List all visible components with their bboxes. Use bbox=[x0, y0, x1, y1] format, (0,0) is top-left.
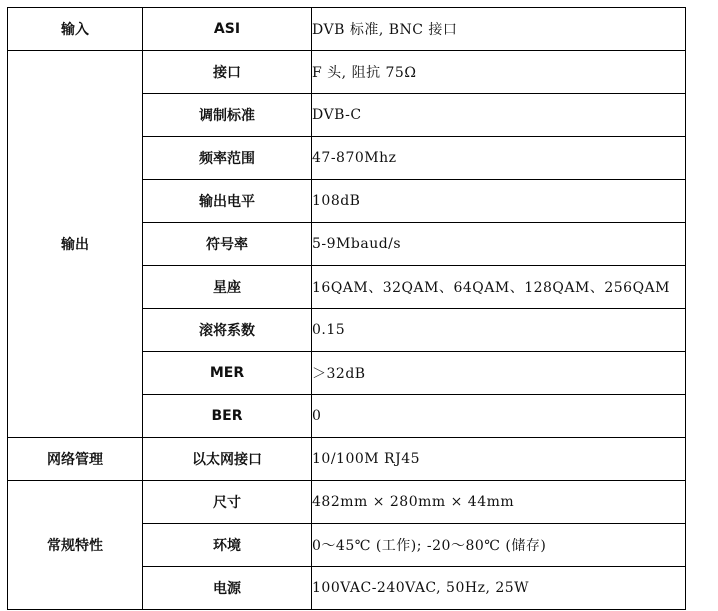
value-cell: 108dB bbox=[312, 180, 686, 223]
value-cell: 0～45℃ (工作); -20～80℃ (储存) bbox=[312, 524, 686, 567]
value-cell: 5-9Mbaud/s bbox=[312, 223, 686, 266]
value-cell: 482mm × 280mm × 44mm bbox=[312, 481, 686, 524]
value-cell: DVB-C bbox=[312, 94, 686, 137]
table-row bbox=[8, 481, 686, 524]
param-cell: 以太网接口 bbox=[143, 438, 312, 481]
param-cell: BER bbox=[143, 395, 312, 438]
param-cell: 环境 bbox=[143, 524, 312, 567]
value-cell: F 头, 阻抗 75Ω bbox=[312, 51, 686, 94]
param-cell: 电源 bbox=[143, 567, 312, 610]
param-cell: ASI bbox=[143, 8, 312, 51]
value-cell: DVB 标准, BNC 接口 bbox=[312, 8, 686, 51]
param-cell: 尺寸 bbox=[143, 481, 312, 524]
param-cell: 滚将系数 bbox=[143, 309, 312, 352]
param-cell: 星座 bbox=[143, 266, 312, 309]
param-cell: 调制标准 bbox=[143, 94, 312, 137]
value-cell: 100VAC-240VAC, 50Hz, 25W bbox=[312, 567, 686, 610]
category-cell: 输出 bbox=[8, 51, 143, 438]
category-cell: 常规特性 bbox=[8, 481, 143, 610]
param-cell: 频率范围 bbox=[143, 137, 312, 180]
table-row bbox=[8, 8, 686, 51]
value-cell: ＞32dB bbox=[312, 352, 686, 395]
value-cell: 47-870Mhz bbox=[312, 137, 686, 180]
spec-table bbox=[7, 7, 686, 610]
value-cell: 0.15 bbox=[312, 309, 686, 352]
param-cell: MER bbox=[143, 352, 312, 395]
param-cell: 接口 bbox=[143, 51, 312, 94]
value-cell: 10/100M RJ45 bbox=[312, 438, 686, 481]
param-cell: 输出电平 bbox=[143, 180, 312, 223]
category-cell: 输入 bbox=[8, 8, 143, 51]
table-row bbox=[8, 438, 686, 481]
table-row bbox=[8, 51, 686, 94]
value-cell: 0 bbox=[312, 395, 686, 438]
value-cell: 16QAM、32QAM、64QAM、128QAM、256QAM bbox=[312, 266, 686, 309]
category-cell: 网络管理 bbox=[8, 438, 143, 481]
param-cell: 符号率 bbox=[143, 223, 312, 266]
